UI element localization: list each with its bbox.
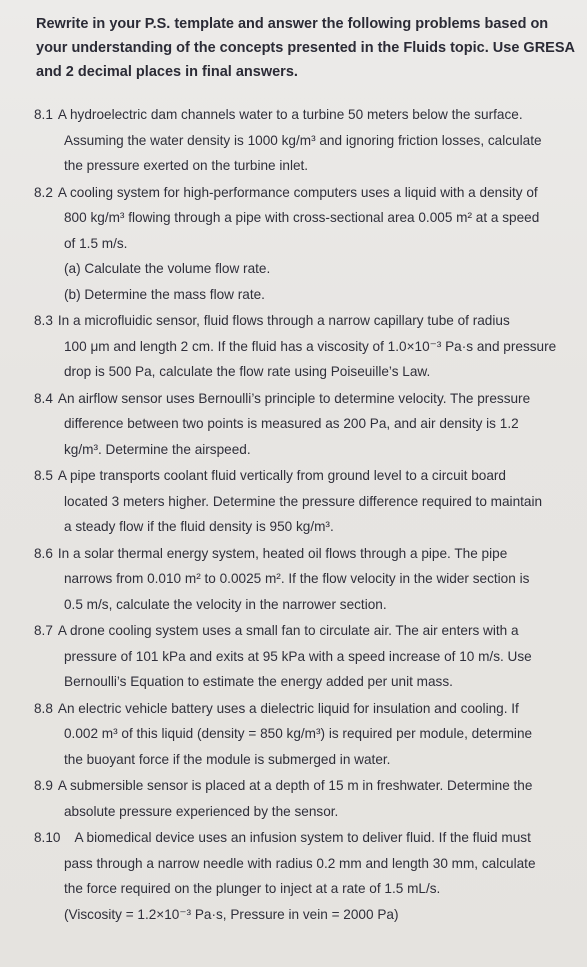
problem-text-line: a steady flow if the fluid density is 950 kg/m³. bbox=[64, 519, 334, 534]
problem-text-line: Assuming the water density is 1000 kg/m³ and ignoring friction losses, calculate bbox=[64, 132, 542, 148]
problem-text: An airflow sensor uses Bernoulli’s principle to determine velocity. The pressure bbox=[57, 390, 531, 406]
problem-first-line bbox=[14, 308, 577, 334]
problem-text-line: Bernoulli’s Equation to estimate the energy added per unit mass. bbox=[64, 674, 453, 689]
problem-item bbox=[14, 308, 577, 385]
problem-item bbox=[14, 463, 577, 540]
problem-text-line: (Viscosity = 1.2×10⁻³ Pa·s, Pressure in vein = 2000 Pa) bbox=[64, 906, 399, 922]
problem-text-line: pressure of 101 kPa and exits at 95 kPa with a speed increase of 10 m/s. Use bbox=[64, 648, 532, 664]
problem-first-line bbox=[14, 541, 577, 567]
problem-number: 8.2 bbox=[34, 184, 53, 200]
problem-first-line bbox=[14, 102, 577, 128]
problem-subpart: (b) Determine the mass flow rate. bbox=[64, 286, 265, 302]
problem-first-line bbox=[14, 773, 577, 799]
problem-item bbox=[14, 773, 577, 824]
problem-text: A drone cooling system uses a small fan to circulate air. The air enters with a bbox=[57, 623, 519, 638]
problem-number: 8.5 bbox=[34, 468, 53, 483]
problem-item bbox=[14, 825, 577, 927]
problem-text-line: 0.5 m/s, calculate the velocity in the narrower section. bbox=[64, 596, 387, 612]
problem-text: In a microfluidic sensor, fluid flows through a narrow capillary tube of radius bbox=[57, 313, 510, 328]
problem-text-line: absolute pressure experienced by the sensor. bbox=[64, 803, 339, 819]
problem-text-line: drop is 500 Pa, calculate the flow rate using Poiseuille’s Law. bbox=[64, 364, 431, 379]
problem-text-line: 800 kg/m³ flowing through a pipe with cross-sectional area 0.005 m² at a speed bbox=[64, 210, 540, 225]
problem-number: 8.8 bbox=[34, 700, 53, 716]
problem-item bbox=[14, 541, 577, 618]
problem-text: A submersible sensor is placed at a depth of 15 m in freshwater. Determine the bbox=[57, 778, 533, 793]
problem-text-line: kg/m³. Determine the airspeed. bbox=[64, 441, 251, 457]
problem-text-line: located 3 meters higher. Determine the pressure difference required to maintain bbox=[64, 493, 543, 509]
problem-text: A cooling system for high-performance computers uses a liquid with a density of bbox=[57, 184, 538, 200]
problem-text-line: 100 μm and length 2 cm. If the fluid has a viscosity of 1.0×10⁻³ Pa·s and pressure bbox=[64, 338, 557, 354]
problem-first-line bbox=[14, 386, 577, 412]
problem-text-line: of 1.5 m/s. bbox=[64, 235, 128, 251]
problem-number: 8.6 bbox=[34, 545, 53, 561]
problem-item bbox=[14, 386, 577, 463]
problem-number: 8.9 bbox=[34, 778, 53, 793]
problem-number: 8.1 bbox=[34, 107, 53, 122]
problem-item bbox=[14, 102, 577, 179]
problem-text: A hydroelectric dam channels water to a turbine 50 meters below the surface. bbox=[57, 107, 523, 122]
problem-number: 8.7 bbox=[34, 623, 53, 638]
problem-first-line bbox=[14, 180, 577, 206]
problem-first-line bbox=[14, 463, 577, 489]
problem-number: 8.4 bbox=[34, 390, 53, 406]
problem-first-line bbox=[14, 825, 577, 851]
instructions-line: Rewrite in your P.S. template and answer the following problems based on bbox=[36, 16, 549, 32]
problem-number: 8.10 bbox=[34, 830, 61, 845]
problem-text: An electric vehicle battery uses a dielectric liquid for insulation and cooling. If bbox=[57, 700, 519, 716]
instructions bbox=[14, 12, 577, 84]
problem-text-line: the force required on the plunger to inject at a rate of 1.5 mL/s. bbox=[64, 881, 441, 896]
problem-number: 8.3 bbox=[34, 313, 53, 328]
instructions-line: and 2 decimal places in final answers. bbox=[36, 64, 298, 80]
problem-text: In a solar thermal energy system, heated oil flows through a pipe. The pipe bbox=[57, 545, 508, 561]
problem-text: A pipe transports coolant fluid vertically from ground level to a circuit board bbox=[57, 468, 506, 483]
problem-text-line: difference between two points is measured as 200 Pa, and air density is 1.2 bbox=[64, 416, 519, 431]
instructions-line: your understanding of the concepts presented in the Fluids topic. Use GRESA bbox=[36, 40, 575, 56]
problem-subpart: (a) Calculate the volume flow rate. bbox=[64, 261, 271, 276]
problem-text-line: narrows from 0.010 m² to 0.0025 m². If the flow velocity in the wider section is bbox=[64, 571, 530, 586]
problem-text-line: pass through a narrow needle with radius 0.2 mm and length 30 mm, calculate bbox=[64, 855, 536, 871]
problem-item bbox=[14, 180, 577, 308]
problem-first-line bbox=[14, 618, 577, 644]
problem-list bbox=[14, 102, 577, 927]
problem-text-line: 0.002 m³ of this liquid (density = 850 kg/m³) is required per module, determine bbox=[64, 726, 533, 741]
problem-item bbox=[14, 696, 577, 773]
problem-text-line: the pressure exerted on the turbine inlet. bbox=[64, 158, 309, 173]
problem-text: A biomedical device uses an infusion system to deliver fluid. If the fluid must bbox=[74, 830, 531, 845]
problem-text-line: the buoyant force if the module is submerged in water. bbox=[64, 751, 391, 767]
problem-first-line bbox=[14, 696, 577, 722]
problem-item bbox=[14, 618, 577, 695]
